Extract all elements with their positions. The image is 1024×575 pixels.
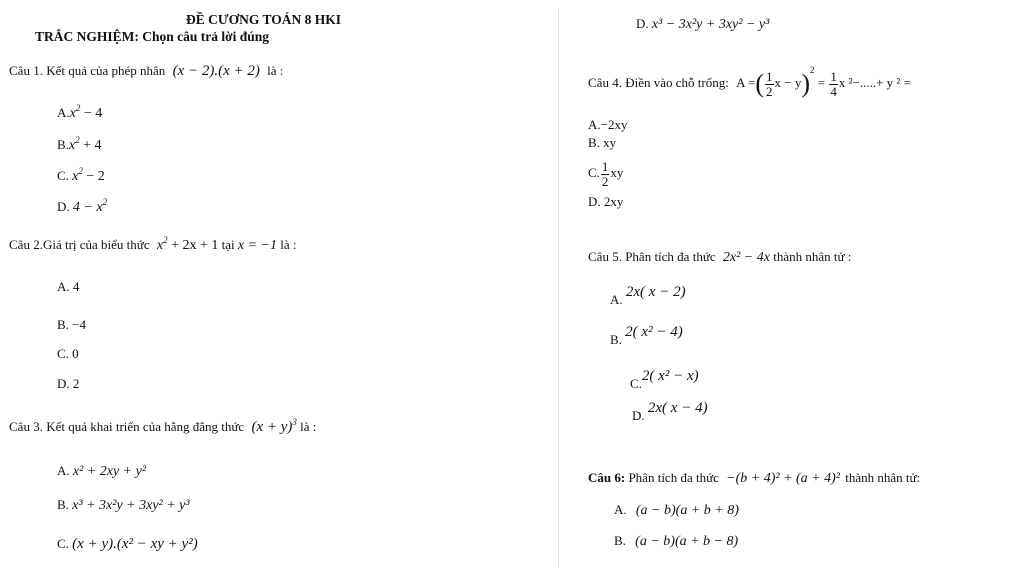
q2-option-d[interactable]: D. 2 — [57, 376, 80, 391]
q4-option-c[interactable]: C. $\frac{1}{2}$ xy — [588, 158, 624, 189]
q3-option-d[interactable]: D. x³ − 3x²y + 3xy² − y³ — [636, 16, 770, 32]
q2-option-c[interactable]: C. 0 — [57, 346, 79, 361]
q1-option-a[interactable]: $A.x^2 - 4$ — [57, 103, 103, 121]
q6-option-b[interactable]: B. (a − b)(a + b − 8) — [614, 533, 739, 549]
section-subtitle: TRẮC NGHIỆM: Chọn câu trả lời đúng — [35, 29, 270, 44]
q5-option-d[interactable]: D. 2x( x − 4) — [632, 400, 708, 423]
q3-option-b[interactable]: B. x³ + 3x²y + 3xy² + y³ — [57, 497, 190, 513]
q5-option-c[interactable]: C.2( x² − x) — [630, 368, 699, 391]
q5-stem: Câu 5. Phân tích đa thức 2x² − 4x thành nhân tử : — [588, 249, 852, 265]
q4-option-b[interactable]: B. xy — [588, 135, 617, 150]
q1-option-d[interactable]: D. $4 - x^2$ — [57, 197, 108, 215]
q3-option-a[interactable]: A. x² + 2xy + y² — [57, 463, 147, 479]
q1-stem: Câu 1. Kết quả của phép nhân (x − 2).(x + 2) là : — [9, 63, 284, 79]
q3-stem: Câu 3. Kết quả khai triển của hằng đẳng thức $(x + y)^3$ là : — [9, 417, 317, 435]
q1-option-b[interactable]: $B.x^2 + 4$ — [57, 135, 102, 153]
q4-stem: Câu 4. Điền vào chỗ trống: A =( $\frac{1}{2}$ x − y)$^2$ = $\frac{1}{4}$ x ²−.....+ y ² = — [588, 65, 911, 99]
q1-expression: (x − 2).(x + 2) — [172, 63, 260, 79]
page-title: ĐỀ CƯƠNG TOÁN 8 HKI — [186, 12, 342, 27]
q6-option-a[interactable]: A. (a − b)(a + b + 8) — [614, 502, 739, 518]
q2-option-a[interactable]: A. 4 — [57, 279, 80, 294]
column-divider — [558, 8, 559, 568]
q2-option-b[interactable]: B. −4 — [57, 317, 87, 332]
q4-option-d[interactable]: D. 2xy — [588, 194, 624, 209]
q4-option-a[interactable]: A.−2xy — [588, 117, 628, 132]
q2-stem: Câu 2.Giá trị của biểu thức $x^2 + 2x + 1$ tại x = −1 là : — [9, 235, 297, 253]
q5-option-b[interactable]: B. 2( x² − 4) — [610, 324, 683, 347]
q1-option-c[interactable]: C. $x^2 - 2$ — [57, 166, 105, 184]
q3-option-c[interactable]: C. (x + y).(x² − xy + y²) — [57, 536, 198, 552]
q6-stem: Câu 6: Phân tích đa thức −(b + 4)² + (a + 4)² thành nhân tử: — [588, 470, 921, 486]
q5-option-a[interactable]: A. 2x( x − 2) — [610, 284, 686, 307]
